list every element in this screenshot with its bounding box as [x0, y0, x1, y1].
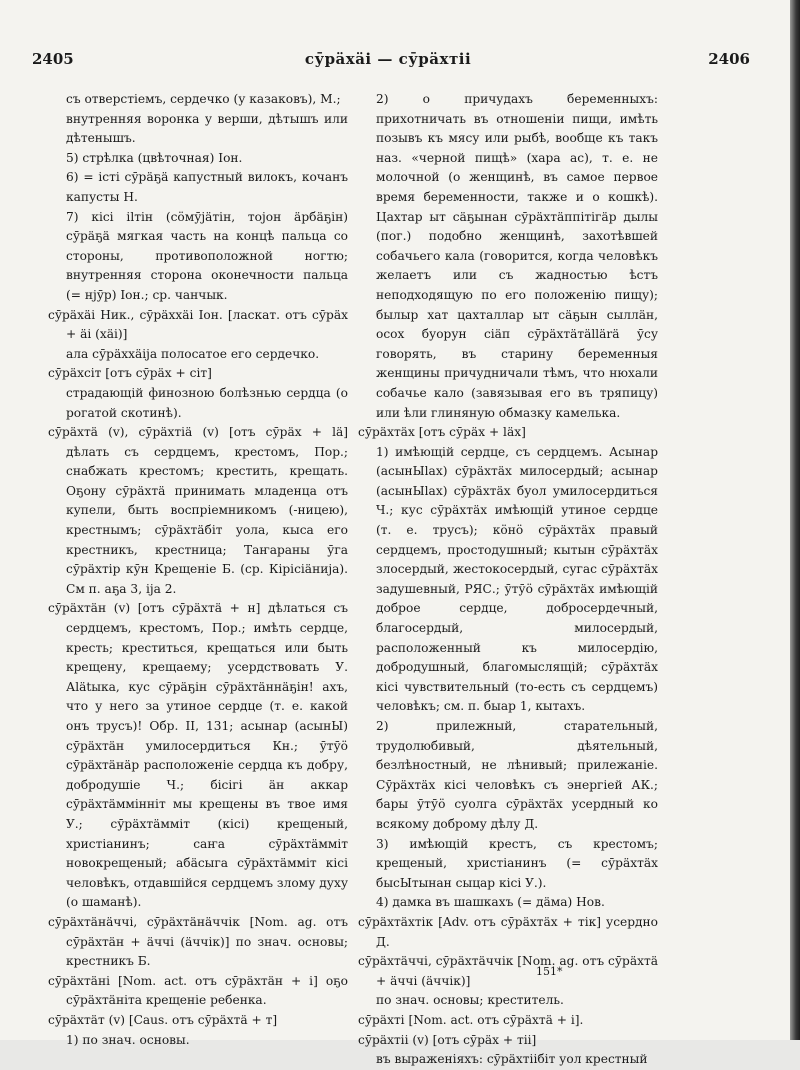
- headword-entry: сӯрäхтä (v), сӯрäхтіä (v) [отъ сӯрäх + lä] дѣлать съ сердцемъ, крестомъ, Пор.; снабжать крестомъ; крестить, крещать. Оҕону сӯрäхтä принимать младенца отъ купели, быть воспріемникомъ (-ницею), крестнымъ; сӯрäхтäбіт уола, кыса его крестникъ, крестница; Таҥараны ӯга сӯрäхтір кӯн Крещеніе Б. (ср. Кірісіäнија). См п. аҕа 3, іја 2.: [48, 425, 348, 596]
- entry-paragraph: 5) стрѣлка (цвѣточная) Іон.: [66, 150, 243, 165]
- headword-entry: сӯрäхäі Ник., сӯрäххäі Іон. [ласкат. отъ сӯрäх + äі (хäі)]: [48, 307, 348, 342]
- right-column: [358, 90, 658, 1070]
- entry-paragraph: въ выраженіяхъ: сӯрäхтіібіт уол крестный: [376, 1052, 648, 1067]
- headword-entry: сӯрäхтäхтік [Adv. отъ сӯрäхтäх + тік] усердно Д.: [358, 914, 658, 949]
- entry-paragraph: по знач. основы; креститель.: [376, 993, 564, 1008]
- page-number-left: 2405: [32, 50, 74, 68]
- signature-mark: 151*: [536, 965, 563, 978]
- entry-paragraph: 2) о причудахъ беременныхъ: прихотничать въ отношеніи пищи, имѣть позывъ къ мясу или рыбѣ, вообще къ такъ наз. «черной пищѣ» (хара ас), т. е. не молочной (о женщинѣ, въ самое первое время беременности, также и о кошкѣ). Цахтар ыт сäҕынан сӯрäхтäппітігäр дылы (пог.) подобно женщинѣ, захотѣвшей собачьего кала (говорится, когда человѣкъ желаетъ или съ жадностью ѣстъ неподходящую по его положенію пищу); былыр хат цахталлар ыт сäҕын сыллäн, осох буорун сіäп сӯрäхтäтällärä ӯсу говорять, въ старину беременныя женщины причудничали тѣмъ, что нюхали собачье кало (завязывая его въ тряпицу) или ѣли глиняную обмазку камелька.: [376, 92, 658, 420]
- running-head: сӯрäхäі — сӯрäхтіі: [304, 50, 472, 68]
- headword-entry: сӯрäхтäх [отъ сӯрäх + läх]: [358, 425, 526, 440]
- headword-entry: сӯрäхтäні [Nom. act. отъ сӯрäхтäн + і] оҕо сӯрäхтäніта крещеніе ребенка.: [48, 973, 348, 1008]
- headword-entry: сӯрäхсіт [отъ сӯрäх + сіт]: [48, 366, 212, 381]
- left-column: [48, 90, 348, 1050]
- page-number-right: 2406: [708, 50, 750, 68]
- page-edge-shadow: [790, 0, 800, 1040]
- headword-entry: сӯрäхтіі (v) [отъ сӯрäх + тіі]: [358, 1032, 537, 1047]
- entry-paragraph: внутренняя воронка у верши, дѣтышъ или дѣтенышъ.: [66, 111, 348, 146]
- entry-paragraph: 7) кісі іlтін (сӧмӯјäтін, тојон äрбäҕін) сӯрäҕä мягкая часть на концѣ пальца со стороны, противоположной ногтю; внутренняя сторона оконечности пальца (= нјӯр) Іон.; ср. чанчык.: [66, 209, 348, 302]
- entry-paragraph: 3) имѣющій крестъ, съ крестомъ; крещеный, христіанинъ (= сӯрäхтäх бысЫтынан сыцар кісі У.).: [376, 836, 658, 890]
- page-header: [26, 50, 750, 72]
- entry-paragraph: 2) прилежный, старательный, трудолюбивый, дѣятельный, безлѣностный, не лѣнивый; прилежаніе. Сӯрäхтäх кісі человѣкъ съ энергіей АК.; бары ӯтӯӧ суолга сӯрäхтäх усердный ко всякому доброму дѣлу Д.: [376, 719, 658, 831]
- entry-paragraph: 1) по знач. основы.: [66, 1032, 190, 1047]
- entry-paragraph: 4) дамка въ шашкахъ (= дäма) Нов.: [376, 895, 605, 910]
- entry-paragraph: 1) имѣющій сердце, съ сердцемъ. Асынар (асынЫlах) сӯрäхтäх милосердый; асынар (асынЫlах) сӯрäхтäх буол умилосердиться Ч.; кус сӯрäхтäх имѣющій утиное сердце (т. е. трусъ); кӧнӧ сӯрäхтäх правый сердцемъ, простодушный; кытын сӯрäхтäх злосердый, жестокосердый, сугас сӯрäхтäх задушевный, РЯС.; ӯтӯӧ сӯрäхтäх имѣющій доброе сердце, добросердечный, благосердый, милосердый, расположенный къ милосердію, добродушный, благомыслящій; сӯрäхтäх кісі чувствительный (то-есть съ сердцемъ) человѣкъ; см. п. быар 1, кытахъ.: [376, 444, 658, 714]
- headword-entry: сӯрäхтäнäччі, сӯрäхтäнäччік [Nom. ag. отъ сӯрäхтäн + äччі (äччік)] по знач. основы; крестникъ Б.: [48, 914, 348, 969]
- headword-entry: сӯрäхтäн (v) [отъ сӯрäхтä + н] дѣлаться съ сердцемъ, крестомъ, Пор.; имѣть сердце, кресть; креститься, крещаться или быть крещену, крещаему; усердствовать У. Аlätыкa, кус сӯрäҕін сӯрäхтäннäҕін! ахъ, что у него за утиное сердце (т. е. какой онъ трусъ)! Обр. II, 131; асынар (асынЫ) сӯрäхтäн умилосердиться Кн.; ӯтӯӧ сӯрäхтäнäр расположеніе сердца къ добру, добродушіе Ч.; бісігі äн аккар сӯрäхтäммінніт мы крещены въ твое имя У.; сӯрäхтäмміт (кісі) крещеный, христіанинъ; саҥа сӯрäхтäмміт новокрещеный; абäсыга сӯрäхтäммiт кісі человѣкъ, отдавшійся сердцемъ злому духу (о шаманѣ).: [48, 601, 348, 910]
- headword-entry: сӯрäхті [Nom. act. отъ сӯрäхтä + і].: [358, 1012, 584, 1027]
- entry-paragraph: 6) = істі сӯрäҕä капустный вилокъ, кочанъ капусты Н.: [66, 170, 348, 204]
- headword-entry: сӯрäхтäт (v) [Caus. отъ сӯрäхтä + т]: [48, 1012, 278, 1027]
- entry-paragraph: страдающій финозною болѣзнью сердца (о рогатой скотинѣ).: [66, 385, 348, 420]
- headword-entry: сӯрäхтäччі, сӯрäхтäччік [Nom. ag. отъ сӯрäхтä + äччі (äччік)]: [358, 954, 658, 988]
- entry-paragraph: съ отверстіемъ, сердечко (у казаковъ), М.;: [66, 92, 341, 106]
- entry-paragraph: ала сӯрäххäіја полосатое его сердечко.: [66, 346, 320, 361]
